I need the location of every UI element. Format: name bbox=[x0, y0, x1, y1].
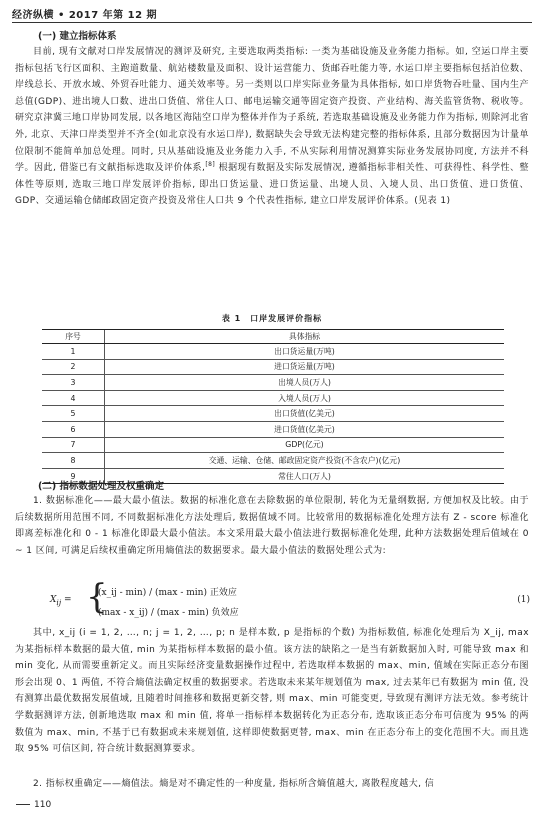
formula-positive-case: (x_ij - min) / (max - min) 正效应 bbox=[98, 588, 237, 598]
row-indicator: 入境人员(万人) bbox=[105, 390, 505, 406]
row-index: 9 bbox=[42, 468, 105, 484]
table-caption: 表 1 口岸发展评价指标 bbox=[221, 314, 323, 323]
row-index: 7 bbox=[42, 437, 105, 453]
table-row bbox=[42, 437, 504, 453]
row-indicator: 进口货运量(万吨) bbox=[105, 359, 505, 375]
equation-number: (1) bbox=[517, 595, 530, 605]
paragraph-normalization: 1. 数据标准化——最大最小值法。数据的标准化意在去除数据的单位限制, 转化为无量纲数据, 方便加权及比较。由于后续数据所用范围不同, 不同数据标准化方法处理后, 数据值域不同。比较常用的数据标准化处理方法有 Z - score 标准化即离差标准化和 0 - 1 标准化即最大最小值法。本文采用最大最小值法进行数据标准化处理, 此种方法数据处理后值域在 0 ~ 1 区间, 可满足后续权重确定所用熵值法的数据要求。最大最小值法的数据处理公式为: bbox=[15, 496, 529, 556]
row-index: 3 bbox=[42, 375, 105, 391]
table-row bbox=[42, 359, 504, 375]
header-rule bbox=[12, 22, 532, 23]
row-index: 2 bbox=[42, 359, 105, 375]
formula-negative-case: (max - x_ij) / (max - min) 负效应 bbox=[98, 608, 239, 618]
row-indicator: 进口货值(亿美元) bbox=[105, 421, 505, 437]
indicator-table bbox=[42, 329, 504, 484]
paragraph-formula-explanation: 其中, x_ij (i = 1, 2, …, n; j = 1, 2, …, p; n 是样本数, p 是指标的个数) 为指标数值, 标准化处理后为 X_ij, max 为某指标样本数据的最大值, min 为某指标样本数据的最小值。该方法的缺陷之一是当有新数据加入时, 可能导致 max 和 min 变化, 从而需要重新定义。而且实际经济变量数据操作过程中, 若选取样本数据的 max、min, 值域在实际正态分布图形会出现 0、1 两值, 不符合熵值法确定权重的数据要求。若选取未来某年规划值为 max, 过去某年已有数据为 min 值, 没有测算出最优数据发展值域, 且随着时间推移和数据更新交替, 则 max、min 可能变更, 导致现有测评方法无效。参考统计学数据测评方法, 创新地选取 max 和 min 值, 将单一指标样本数据转化为正态分布, 选取该正态分布可信度为 95% 的两数值为 max、min, 不基于已有数据或未来规划值, 这样即使数据更替, max、min 在正态分布上的变化范围不大。而且选取 95% 可信区间, 符合统计数据测算要求。 bbox=[15, 628, 529, 755]
section-heading-indicator-system: (一) 建立指标体系 bbox=[38, 31, 117, 42]
paragraph-text-cont: 根据现有数据及实际发展情况, 遵循指标非相关性、可获得性、科学性、整体性等原则, 选取三地口岸发展评价指标, 即出口货运量、进口货运量、出境人员、入境人员、出口货值、进口货值、GDP、交通运输仓储邮政固定资产投资及常住人口共 9 个代表性指标, 建立口岸发展评价体系。(见表 1) bbox=[15, 163, 529, 207]
journal-header: 经济纵横 • 2017 年第 12 期 bbox=[12, 10, 158, 21]
table-row bbox=[42, 375, 504, 391]
table-row bbox=[42, 344, 504, 360]
row-index: 4 bbox=[42, 390, 105, 406]
row-indicator: GDP(亿元) bbox=[105, 437, 505, 453]
citation-mark: [8] bbox=[205, 161, 216, 169]
footer-dash bbox=[16, 804, 30, 805]
row-indicator: 出口货值(亿美元) bbox=[105, 406, 505, 422]
row-index: 6 bbox=[42, 421, 105, 437]
column-header-index: 序号 bbox=[42, 330, 105, 344]
paragraph-entropy-method: 2. 指标权重确定——熵值法。熵是对不确定性的一种度量, 指标所含熵值越大, 离散程度越大, 信 bbox=[33, 779, 435, 789]
section-heading-data-processing: (二) 指标数据处理及权重确定 bbox=[38, 481, 164, 492]
page-footer bbox=[16, 800, 51, 810]
column-header-indicator: 具体指标 bbox=[105, 330, 505, 344]
paragraph-indicator-system bbox=[15, 44, 529, 210]
page-number: 110 bbox=[34, 800, 52, 810]
paragraph-text: 目前, 现有文献对口岸发展情况的测评及研究, 主要选取两类指标: 一类为基础设施及业务能力指标。如, 空运口岸主要指标包括飞行区面积、主跑道数量、航站楼数量及面积、设计运营能力、货邮吞吐能力等, 水运口岸主要指标包括泊位数、岸线总长、开放水域、外贸吞吐能力、通关效率等。另一类则以口岸实际业务量为具体指标, 如口岸货物吞吐量、国内生产总值(GDP)、进出境人口数、进出口货值、常住人口、邮电运输交通等固定资产投资、产业结构、海关监管货物、税收等。研究京津冀三地口岸协同发展, 以各地区海陆空口岸为整体并作为子系统, 若选取基础设施及业务能力作为指标, 则除河北省外, 北京、天津口岸类型并不齐全(如北京没有水运口岸), 数据缺失会导致无法构建完整的指标体系, 且部分数据因为计量单位限制不能简单加总处理。同时, 只从基础设施及业务能力入手, 不从实际利用情况测算实际业务发展协同度, 方法并不科学。因此, 借鉴已有文献指标选取及评价体系, bbox=[15, 47, 529, 174]
row-indicator: 交通、运输、仓储、邮政固定资产投资(不含农户)(亿元) bbox=[105, 453, 505, 469]
table-row bbox=[42, 390, 504, 406]
formula-lhs: $X_{ij}$ = bbox=[50, 595, 72, 607]
table-row bbox=[42, 406, 504, 422]
normalization-formula bbox=[50, 577, 530, 623]
row-indicator: 常住人口(万人) bbox=[105, 468, 505, 484]
row-indicator: 出境人员(万人) bbox=[105, 375, 505, 391]
table-header-row bbox=[42, 330, 504, 344]
table-row bbox=[42, 453, 504, 469]
table-row bbox=[42, 421, 504, 437]
row-index: 5 bbox=[42, 406, 105, 422]
row-index: 1 bbox=[42, 344, 105, 360]
formula-brace: { bbox=[86, 577, 108, 617]
row-indicator: 出口货运量(万吨) bbox=[105, 344, 505, 360]
row-index: 8 bbox=[42, 453, 105, 469]
